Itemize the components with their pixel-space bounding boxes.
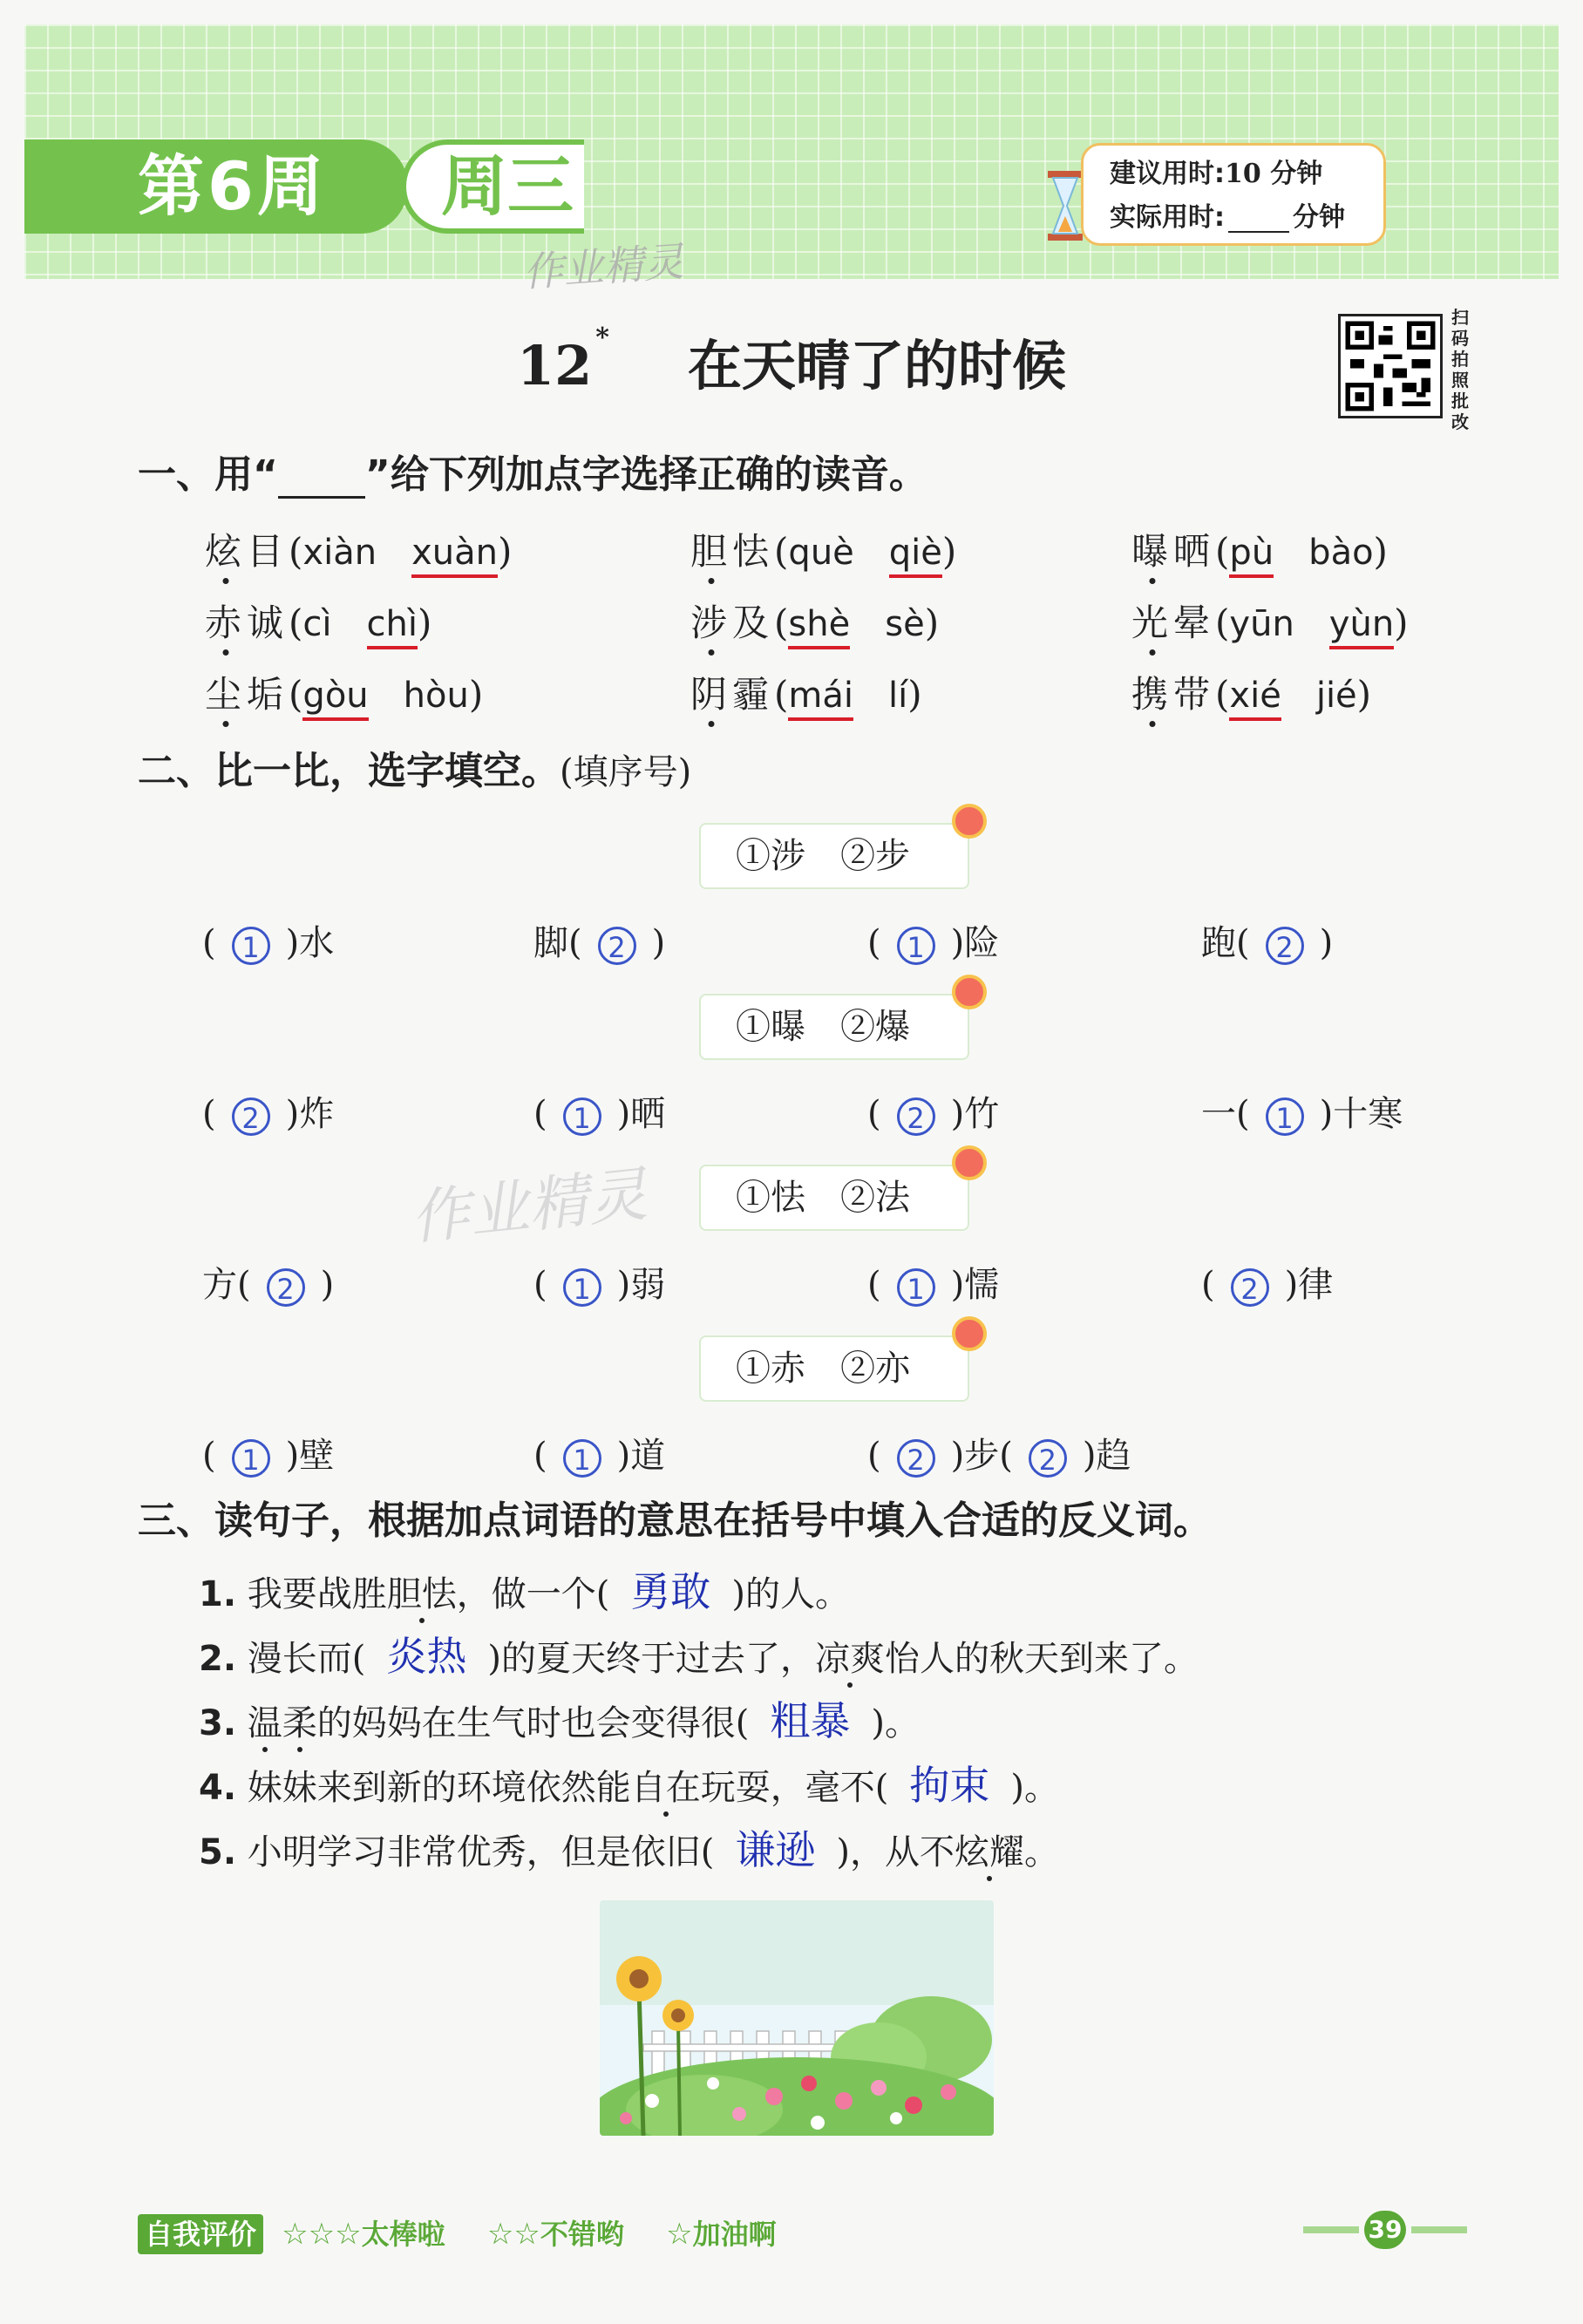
pinyin-option-a[interactable]: gòu [302,676,368,721]
answer-circle[interactable]: 1 [563,1439,601,1478]
pinyin-option-b[interactable]: hòu [403,676,469,716]
answer-circle[interactable]: 1 [232,1439,270,1478]
dotted-char: 携 [1131,666,1173,718]
pinyin-item: 涉及(shè sè) [690,595,939,649]
pinyin-option-a[interactable]: xiàn [302,533,377,573]
answer-circle[interactable]: 1 [897,1268,935,1307]
antonym-sentence: 1. 我要战胜胆怯，做一个( 勇敢 )的人。 [199,1568,850,1615]
antonym-sentence: 4. 妹妹来到新的环境依然能自在玩耍，毫不( 拘束 )。 [199,1762,1059,1809]
star-icon[interactable]: ☆ [666,2217,693,2252]
pinyin-item: 赤诚(cì chì) [205,595,431,649]
dotted-char: 胆 [690,523,732,575]
sentence-number: 3. [199,1703,237,1743]
answer-circle[interactable]: 2 [897,1097,935,1136]
answer-circle[interactable]: 2 [1266,927,1304,965]
section1-heading: 一、用“ ”给下列加点字选择正确的读音。 [138,452,927,497]
fill-blank-item: ( 2 )步( 2 )趋 [867,1436,1131,1477]
fill-blank-item: ( 1 )壁 [202,1436,335,1477]
fill-blank-item: ( 1 )晒 [533,1094,666,1135]
pinyin-item: 炫目(xiàn xuàn) [205,523,512,578]
pinyin-option-b[interactable]: xuàn [411,533,498,578]
answer-circle[interactable]: 2 [598,927,636,965]
dotted-char: 涉 [690,595,732,647]
sentence-number: 4. [199,1768,237,1808]
handwritten-answer[interactable]: 勇敢 [630,1568,711,1615]
sun-icon [952,1316,987,1351]
antonym-sentence: 3. 温柔的妈妈在生气时也会变得很( 粗暴 )。 [199,1697,920,1744]
fill-blank-item: ( 1 )弱 [533,1265,666,1306]
antonym-sentence: 5. 小明学习非常优秀，但是依旧( 谦逊 )，从不炫耀。 [199,1826,1059,1873]
watermark: 作业精灵 [407,1159,651,1254]
fill-blank-item: 方( 2 ) [202,1265,335,1306]
dotted-word: 自在 [631,1760,701,1810]
fill-blank-item: ( 1 )道 [533,1436,666,1477]
sun-icon [952,1145,987,1180]
hourglass-icon [1044,171,1086,241]
dotted-char: 尘 [205,666,247,718]
sun-icon [952,804,987,839]
dotted-word: 凉爽 [815,1631,885,1681]
sentence-number: 5. [199,1832,237,1872]
word-char: 霾 [732,673,775,716]
pinyin-option-a[interactable]: què [788,533,854,573]
word-char: 怯 [732,530,775,573]
handwritten-answer[interactable]: 炎热 [386,1633,467,1680]
section2-heading: 二、比一比，选字填空。(填序号) [138,749,692,793]
word-char: 目 [247,530,289,573]
fill-blank-item: ( 2 )律 [1201,1265,1334,1306]
star-icon[interactable]: ☆☆ [486,2217,540,2252]
pinyin-item: 光晕(yūn yùn) [1131,595,1409,649]
page-number: 39 [1303,2211,1469,2249]
dotted-char: 炫 [205,523,247,575]
answer-circle[interactable]: 1 [563,1097,601,1136]
qr-code-icon[interactable] [1338,314,1443,418]
answer-circle[interactable]: 1 [1266,1097,1304,1136]
suggested-time: 建议用时:10 分钟 [1110,159,1323,189]
star-icon[interactable]: ☆☆☆ [282,2217,362,2252]
char-choice-chip: ①涉 ②步 [699,823,969,889]
handwritten-answer[interactable]: 拘束 [909,1762,990,1809]
self-evaluation: 自我评价 ☆☆☆太棒啦 ☆☆不错哟 ☆加油啊 [138,2212,777,2253]
pinyin-option-a[interactable]: pù [1229,533,1274,578]
fill-blank-item: 脚( 2 ) [533,923,666,964]
dotted-char: 阴 [690,666,732,718]
dotted-word: 胆怯 [387,1566,457,1616]
lesson-title: 12 * 在天晴了的时候 [517,323,1066,398]
answer-circle[interactable]: 2 [897,1439,935,1478]
pinyin-option-a[interactable]: xié [1229,676,1281,721]
answer-circle[interactable]: 2 [1231,1268,1269,1307]
dotted-char: 曝 [1131,523,1173,575]
self-evaluation-tag: 自我评价 [138,2214,263,2254]
answer-circle[interactable]: 2 [232,1097,270,1136]
watermark: 作业精灵 [521,237,685,296]
pinyin-option-a[interactable]: yūn [1229,604,1294,644]
pinyin-option-b[interactable]: chì [367,604,418,649]
dotted-char: 光 [1131,595,1173,647]
sentence-number: 1. [199,1574,237,1614]
underline-sample [278,468,365,499]
handwritten-answer[interactable]: 粗暴 [770,1697,851,1744]
actual-time-blank[interactable] [1228,205,1289,233]
pinyin-option-b[interactable]: yùn [1329,604,1394,649]
fill-blank-item: 一( 1 )十寒 [1201,1094,1403,1135]
sun-icon [952,975,987,1009]
fill-blank-item: ( 1 )险 [867,923,1000,964]
antonym-sentence: 2. 漫长而( 炎热 )的夏天终于过去了，凉爽怡人的秋天到来了。 [199,1633,1199,1680]
char-choice-chip: ①怯 ②法 [699,1165,969,1231]
fill-blank-item: ( 2 )竹 [867,1094,1000,1135]
word-char: 晕 [1173,601,1216,644]
answer-circle[interactable]: 2 [267,1268,305,1307]
pinyin-item: 携带(xié jié) [1131,666,1371,721]
pinyin-option-b[interactable]: lí [888,676,908,716]
sentence-number: 2. [199,1639,237,1679]
answer-circle[interactable]: 1 [563,1268,601,1307]
word-char: 晒 [1173,530,1216,573]
char-choice-chip: ①曝 ②爆 [699,994,969,1060]
answer-circle[interactable]: 1 [897,927,935,965]
dotted-word: 炫耀 [955,1825,1024,1874]
dotted-char: 赤 [205,595,247,647]
pinyin-option-a[interactable]: mái [788,676,853,721]
pinyin-option-b[interactable]: qiè [889,533,942,578]
pinyin-item: 曝晒(pù bào) [1131,523,1388,578]
pinyin-item: 胆怯(què qiè) [690,523,956,578]
pinyin-option-a[interactable]: cì [302,604,332,644]
word-char: 诚 [247,601,289,644]
pinyin-option-a[interactable]: shè [788,604,850,649]
pinyin-option-b[interactable]: jié [1315,676,1357,716]
pinyin-item: 阴霾(mái lí) [690,666,922,721]
week-tab: 第6周 [24,139,408,234]
fill-blank-item: ( 1 )懦 [867,1265,1000,1306]
garden-illustration [600,1900,994,2136]
char-choice-chip: ①赤 ②亦 [699,1335,969,1402]
pinyin-item: 尘垢(gòu hòu) [205,666,483,721]
word-char: 垢 [247,673,289,716]
dotted-word: 柔 [282,1695,317,1745]
time-box [1081,143,1386,246]
actual-time: 实际用时: 分钟 [1110,202,1345,233]
fill-blank-item: ( 1 )水 [202,923,335,964]
answer-circle[interactable]: 1 [232,927,270,965]
pinyin-option-b[interactable]: bào [1308,533,1374,573]
handwritten-answer[interactable]: 谦逊 [735,1826,816,1873]
fill-blank-item: ( 2 )炸 [202,1094,335,1135]
fill-blank-item: 跑( 2 ) [1201,923,1334,964]
word-char: 带 [1173,673,1216,716]
section3-heading: 三、读句子，根据加点词语的意思在括号中填入合适的反义词。 [138,1498,1212,1543]
word-char: 及 [732,601,775,644]
day-tab: 周三 [401,139,584,234]
answer-circle[interactable]: 2 [1029,1439,1067,1478]
pinyin-option-b[interactable]: sè [885,604,925,644]
scan-hint: 扫 码 拍 照 批 改 [1451,307,1469,432]
